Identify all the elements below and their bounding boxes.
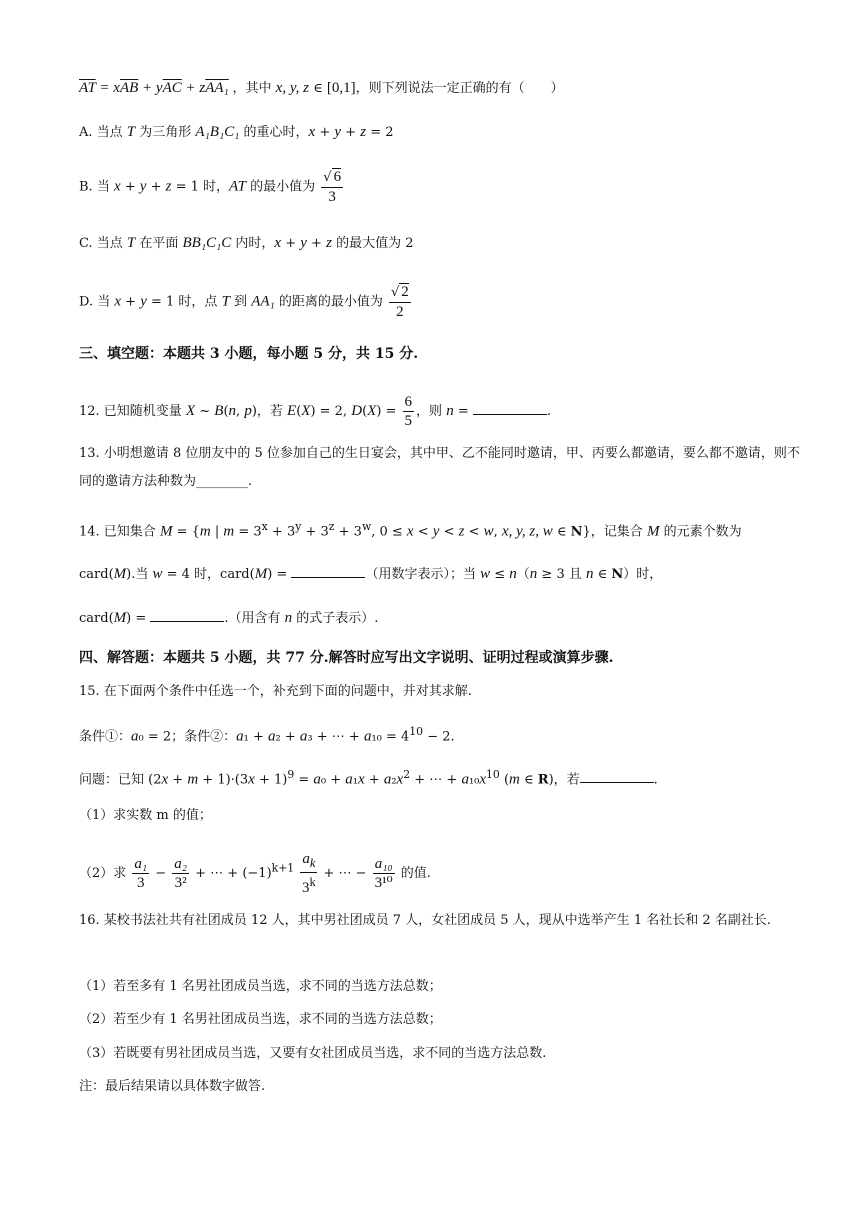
question-12: 12. 已知随机变量 X ~ B(n, p)，若 E(X) = 2, D(X) = $\frac{6}{5}$ ，则 n = . (79, 394, 551, 429)
question-13: 13. 小明想邀请 8 位朋友中的 5 位参加自己的生日宴会，其中甲、乙不能同时邀请，甲、丙要么都邀请，要么都不邀请，则不同的邀请方法种数为________. (79, 446, 800, 489)
option-a: A. 当点 T 为三角形 A₁B₁C₁ 的重心时，x + y + z = 2 (79, 124, 394, 140)
option-d: D. 当 x + y = 1 时，点 T 到 AA₁ 的距离的最小值为 $\frac{√ 2}{2}$ (79, 284, 409, 320)
answer-blank[interactable] (473, 400, 547, 415)
answer-blank[interactable] (580, 768, 654, 783)
question-14-line-3: card(M) = .（用含有 n 的式子表示）. (79, 607, 800, 629)
option-c: C. 当点 T 在平面 BB₁C₁C 内时，x + y + z 的最大值为 2 (79, 235, 414, 251)
answer-blank[interactable] (291, 563, 365, 578)
fraction-sqrt2-over-2: $\frac{√ 2}{2}$ (391, 284, 409, 320)
question-16-stem: 16. 某校书法社共有社团成员 12 人，其中男社团成员 7 人，女社团成员 5 人，现从中选举产生 1 名社长和 2 名副社长. (79, 913, 771, 928)
section-3-heading: 三、填空题：本题共 3 小题，每小题 5 分，共 15 分. (79, 346, 419, 362)
question-14-line-1: 14. 已知集合 M = {m | $m = 3^x + 3^y + 3^z + 3^w$, 0 ≤ x < y < z < w, x, y, z, w ∈ N}，记集合 M 的元素个数为 (79, 520, 742, 540)
question-14-line-2: card(M).当 w = 4 时，card(M) = （用数字表示）；当 w ≤ n（n ≥ 3 且 n ∈ N）时， (79, 563, 800, 585)
question-15-part-2: （2）求 $\frac{\text{a₁}}{3}$ − $\frac{\text{a₂}}{\text{3²}}$ + ⋯ + $(-1)^{k+1}$ $\frac{a_k}{3^k}$ + ⋯ − $\frac{\text{a₁₀}}{\text{3¹⁰}}$ 的值. (79, 851, 431, 896)
note: 注：最后结果请以具体数字做答. (79, 1079, 266, 1094)
problem-11-stem: $\overline{AT} = x\overline{AB} + y\overline{AC} + zAA_1$ ，其中 x, y, z ∈ [0,1]，则下列说法一定正确的有（ ） (79, 80, 564, 96)
question-15-intro: 15. 在下面两个条件中任选一个，补充到下面的问题中，并对其求解. (79, 684, 472, 699)
fraction-sqrt6-over-3: $\frac{√ 6}{3}$ (323, 169, 342, 205)
fraction-6-over-5: $\frac{6}{5}$ (404, 394, 413, 429)
question-15-conditions: 条件①：a₀ = 2；条件②：a₁ + a₂ + a₃ + ⋯ + $a_{10} = 4^{10} - 2$. (79, 725, 455, 745)
question-15-part-1: （1）求实数 m 的值； (79, 808, 212, 823)
answer-blank[interactable] (150, 607, 224, 622)
question-15-problem: 问题：已知 $(2x + m + 1)\cdot(3x + 1)^9 = a_0 + a_1x + a_2x^2$ + ⋯ + $a_{10}x^{10}$ (m ∈ R)，若 . (79, 768, 658, 788)
option-b: B. 当 x + y + z = 1 时，AT 的最小值为 $\frac{√ 6}{3}$ (79, 169, 342, 205)
question-16-part-1: （1）若至多有 1 名男社团成员当选，求不同的当选方法总数； (79, 979, 442, 994)
question-16-part-3: （3）若既要有男社团成员当选，又要有女社团成员当选，求不同的当选方法总数. (79, 1046, 547, 1061)
question-16-part-2: （2）若至少有 1 名男社团成员当选，求不同的当选方法总数； (79, 1012, 442, 1027)
section-4-heading: 四、解答题：本题共 5 小题，共 77 分.解答时应写出文字说明、证明过程或演算步骤. (79, 650, 614, 666)
vector-formula: $\overline{AT} = x\overline{AB} + y\overline{AC} + zAA_1$ (79, 80, 229, 96)
